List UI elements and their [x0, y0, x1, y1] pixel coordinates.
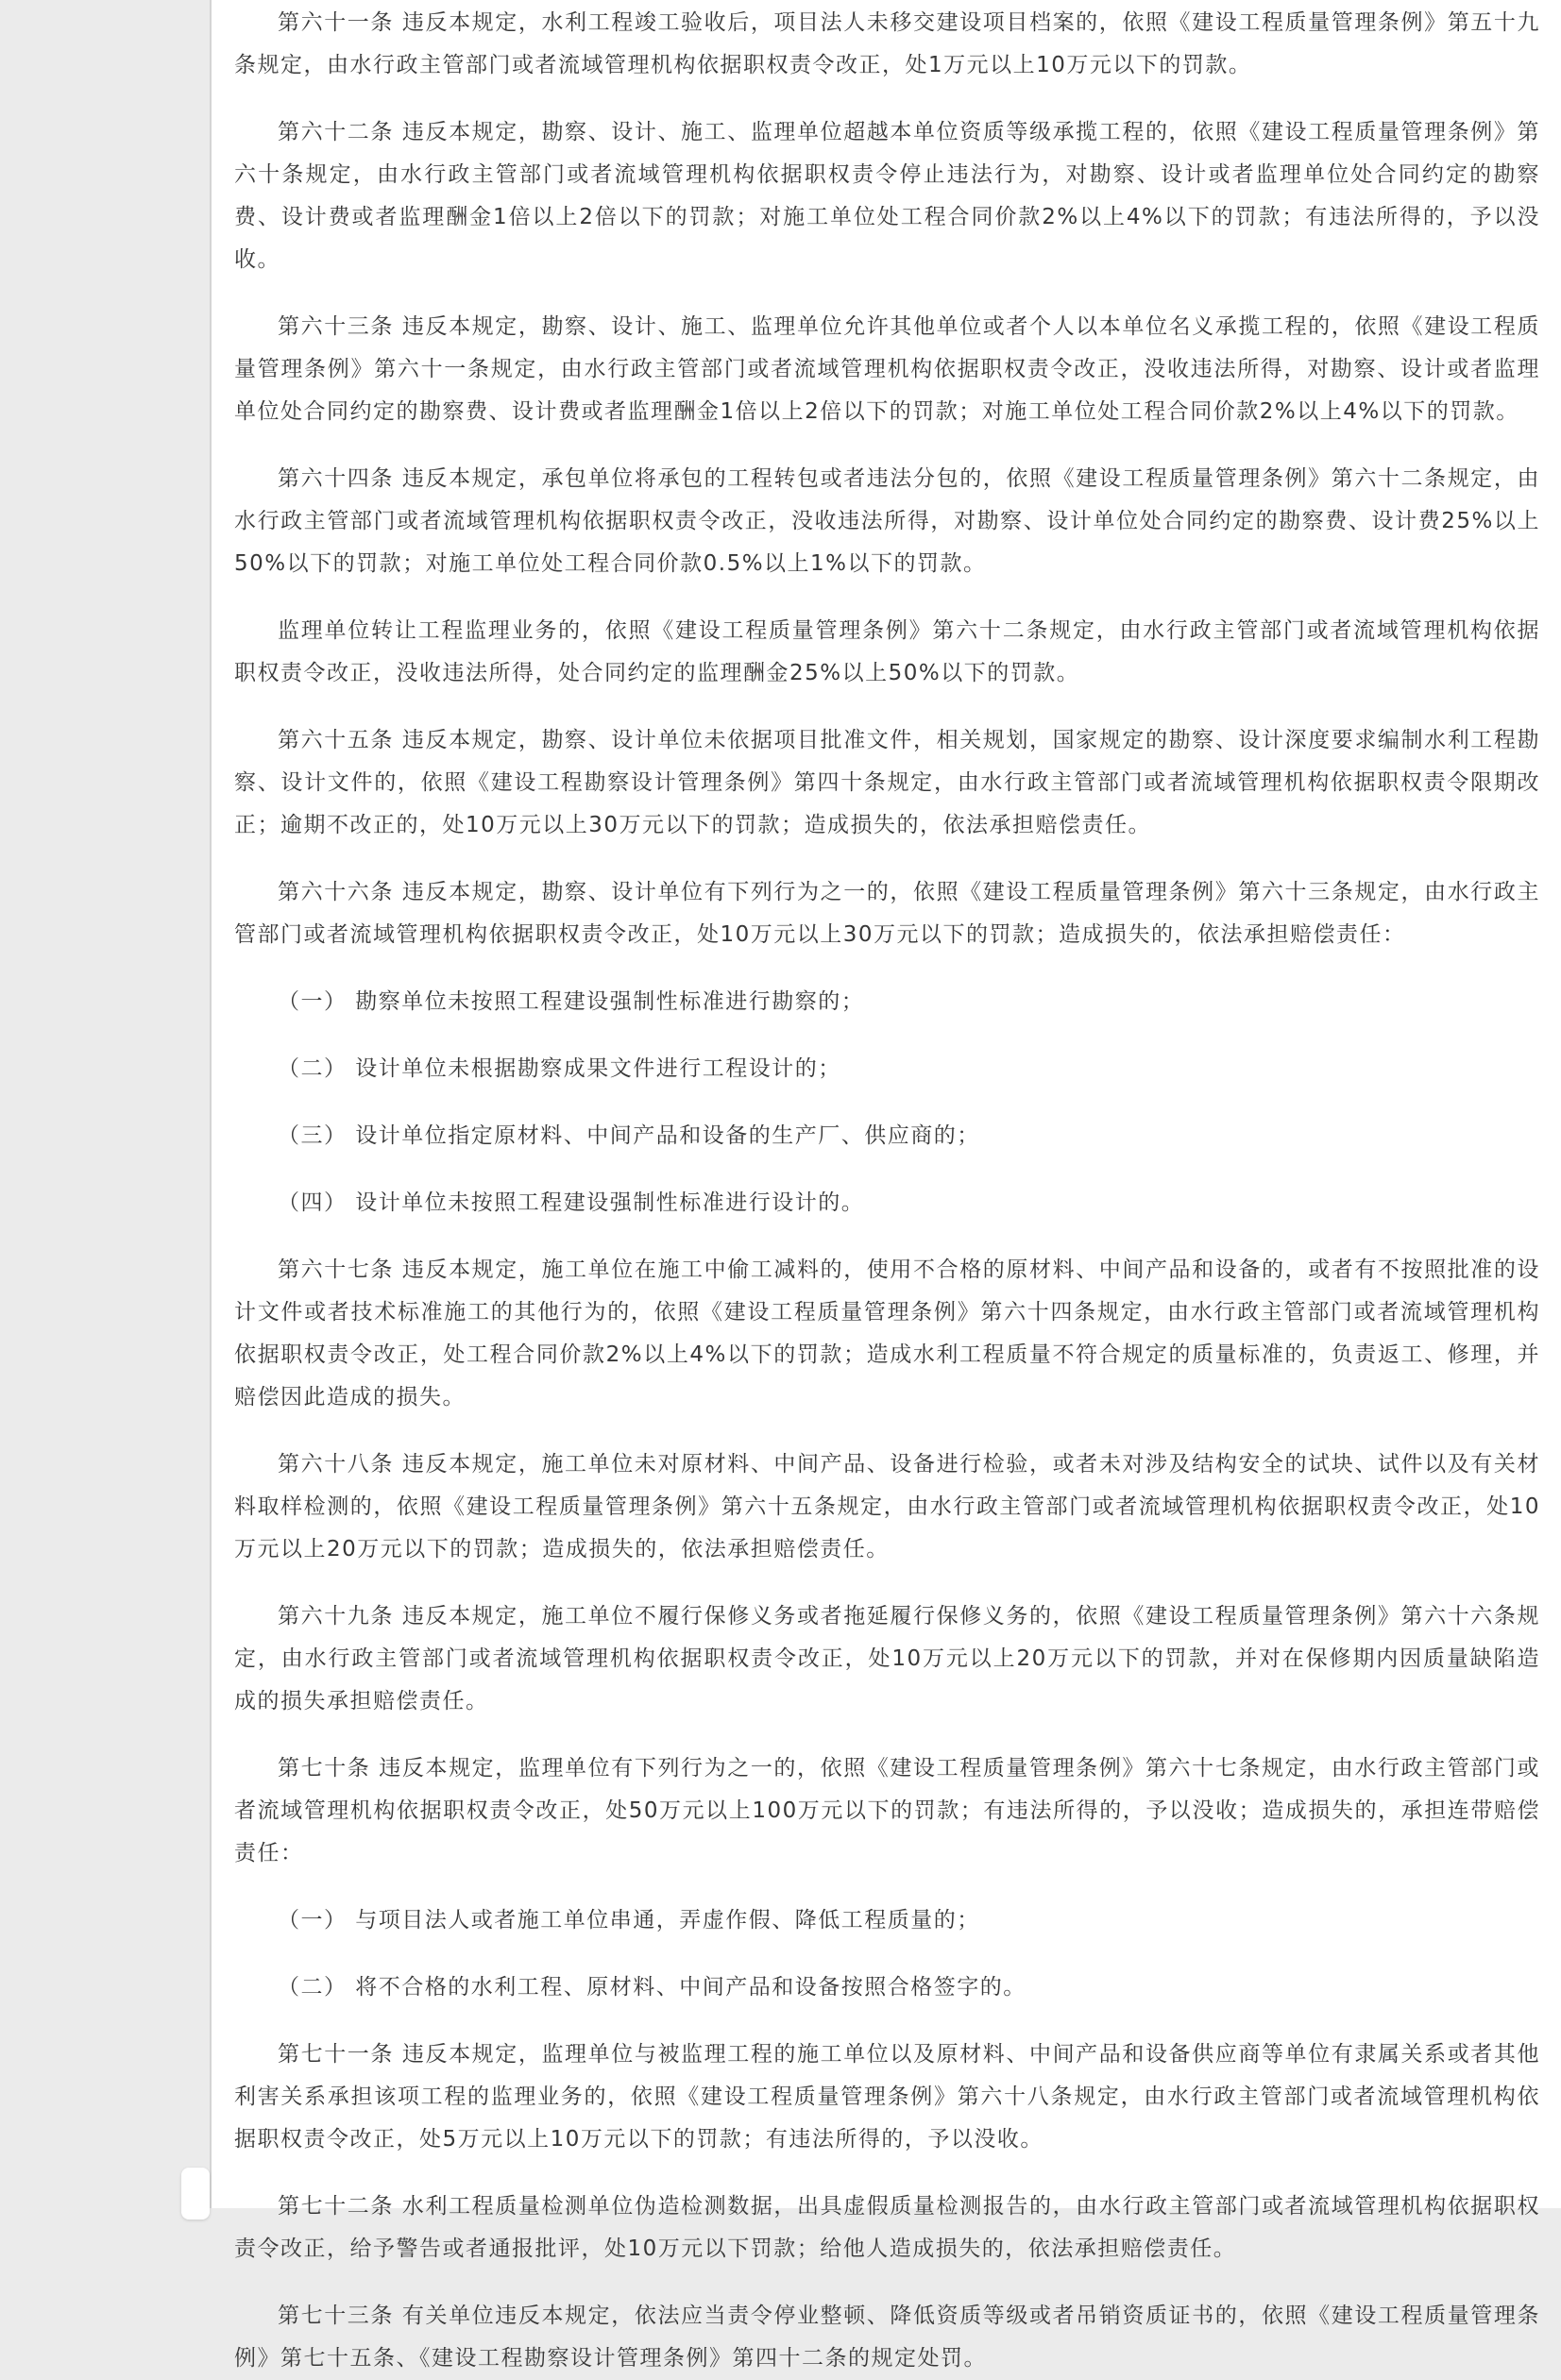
law-paragraph-article-64: 第六十四条 违反本规定，承包单位将承包的工程转包或者违法分包的，依照《建设工程质量管理条例》第六十二条规定，由水行政主管部门或者流域管理机构依据职权责令改正，没收违法所得，对勘察、设计单位处合同约定的勘察费、设计费25%以上50%以下的罚款；对施工单位处工程合同价款0.5%以上1%以下的罚款。: [234, 466, 1540, 576]
law-list-item-66-1: （一） 勘察单位未按照工程建设强制性标准进行勘察的；: [278, 989, 865, 1014]
law-paragraph-article-68: 第六十八条 违反本规定，施工单位未对原材料、中间产品、设备进行检验，或者未对涉及结构安全的试块、试件以及有关材料取样检测的，依照《建设工程质量管理条例》第六十五条规定，由水行政主管部门或者流域管理机构依据职权责令改正，处10万元以上20万元以下的罚款；造成损失的，依法承担赔偿责任。: [234, 1452, 1540, 1561]
law-paragraph-article-66: 第六十六条 违反本规定，勘察、设计单位有下列行为之一的，依照《建设工程质量管理条例》第六十三条规定，由水行政主管部门或者流域管理机构依据职权责令改正，处10万元以上30万元以下的罚款；造成损失的，依法承担赔偿责任：: [234, 880, 1540, 947]
law-list-item-66-2: （二） 设计单位未根据勘察成果文件进行工程设计的；: [278, 1056, 841, 1081]
law-paragraph-article-73: 第七十三条 有关单位违反本规定，依法应当责令停业整顿、降低资质等级或者吊销资质证书的，依照《建设工程质量管理条例》第七十五条、《建设工程勘察设计管理条例》第四十二条的规定处罚。: [234, 2304, 1540, 2371]
document-page: [210, 0, 1561, 2371]
law-paragraph-article-70: 第七十条 违反本规定，监理单位有下列行为之一的，依照《建设工程质量管理条例》第六十七条规定，由水行政主管部门或者流域管理机构依据职权责令改正，处50万元以上100万元以下的罚款；有违法所得的，予以没收；造成损失的，承担连带赔偿责任：: [234, 1756, 1540, 1865]
page-left-margin: [0, 0, 210, 2208]
law-paragraph-article-69: 第六十九条 违反本规定，施工单位不履行保修义务或者拖延履行保修义务的，依照《建设工程质量管理条例》第六十六条规定，由水行政主管部门或者流域管理机构依据职权责令改正，处10万元以上20万元以下的罚款，并对在保修期内因质量缺陷造成的损失承担赔偿责任。: [234, 1604, 1540, 1713]
law-paragraph-article-71: 第七十一条 违反本规定，监理单位与被监理工程的施工单位以及原材料、中间产品和设备供应商等单位有隶属关系或者其他利害关系承担该项工程的监理业务的，依照《建设工程质量管理条例》第六十八条规定，由水行政主管部门或者流域管理机构依据职权责令改正，处5万元以上10万元以下的罚款；有违法所得的，予以没收。: [234, 2042, 1540, 2152]
law-paragraph-article-62: 第六十二条 违反本规定，勘察、设计、施工、监理单位超越本单位资质等级承揽工程的，依照《建设工程质量管理条例》第六十条规定，由水行政主管部门或者流域管理机构依据职权责令停止违法行为，对勘察、设计或者监理单位处合同约定的勘察费、设计费或者监理酬金1倍以上2倍以下的罚款；对施工单位处工程合同价款2%以上4%以下的罚款；有违法所得的，予以没收。: [234, 120, 1540, 272]
law-paragraph-supervision-transfer: 监理单位转让工程监理业务的，依照《建设工程质量管理条例》第六十二条规定，由水行政主管部门或者流域管理机构依据职权责令改正，没收违法所得，处合同约定的监理酬金25%以上50%以下的罚款。: [234, 618, 1540, 685]
scrollbar-thumb[interactable]: [181, 2168, 210, 2220]
law-paragraph-article-72: 第七十二条 水利工程质量检测单位伪造检测数据，出具虚假质量检测报告的，由水行政主管部门或者流域管理机构依据职权责令改正，给予警告或者通报批评，处10万元以下罚款；给他人造成损失的，依法承担赔偿责任。: [234, 2194, 1540, 2261]
law-paragraph-article-67: 第六十七条 违反本规定，施工单位在施工中偷工减料的，使用不合格的原材料、中间产品和设备的，或者有不按照批准的设计文件或者技术标准施工的其他行为的，依照《建设工程质量管理条例》第六十四条规定，由水行政主管部门或者流域管理机构依据职权责令改正，处工程合同价款2%以上4%以下的罚款；造成水利工程质量不符合规定的质量标准的，负责返工、修理，并赔偿因此造成的损失。: [234, 1258, 1540, 1409]
law-paragraph-article-65: 第六十五条 违反本规定，勘察、设计单位未依据项目批准文件，相关规划，国家规定的勘察、设计深度要求编制水利工程勘察、设计文件的，依照《建设工程勘察设计管理条例》第四十条规定，由水行政主管部门或者流域管理机构依据职权责令限期改正；逾期不改正的，处10万元以上30万元以下的罚款；造成损失的，依法承担赔偿责任。: [234, 728, 1540, 837]
law-list-item-66-3: （三） 设计单位指定原材料、中间产品和设备的生产厂、供应商的；: [278, 1123, 980, 1148]
law-list-item-66-4: （四） 设计单位未按照工程建设强制性标准进行设计的。: [278, 1190, 865, 1215]
law-list-item-70-2: （二） 将不合格的水利工程、原材料、中间产品和设备按照合格签字的。: [278, 1975, 1027, 2000]
law-list-item-70-1: （一） 与项目法人或者施工单位串通，弄虚作假、降低工程质量的；: [278, 1908, 980, 1933]
law-paragraph-article-63: 第六十三条 违反本规定，勘察、设计、施工、监理单位允许其他单位或者个人以本单位名义承揽工程的，依照《建设工程质量管理条例》第六十一条规定，由水行政主管部门或者流域管理机构依据职权责令改正，没收违法所得，对勘察、设计或者监理单位处合同约定的勘察费、设计费或者监理酬金1倍以上2倍以下的罚款；对施工单位处工程合同价款2%以上4%以下的罚款。: [234, 314, 1540, 424]
law-paragraph-article-61: 第六十一条 违反本规定，水利工程竣工验收后，项目法人未移交建设项目档案的，依照《建设工程质量管理条例》第五十九条规定，由水行政主管部门或者流域管理机构依据职权责令改正，处1万元以上10万元以下的罚款。: [234, 10, 1540, 77]
